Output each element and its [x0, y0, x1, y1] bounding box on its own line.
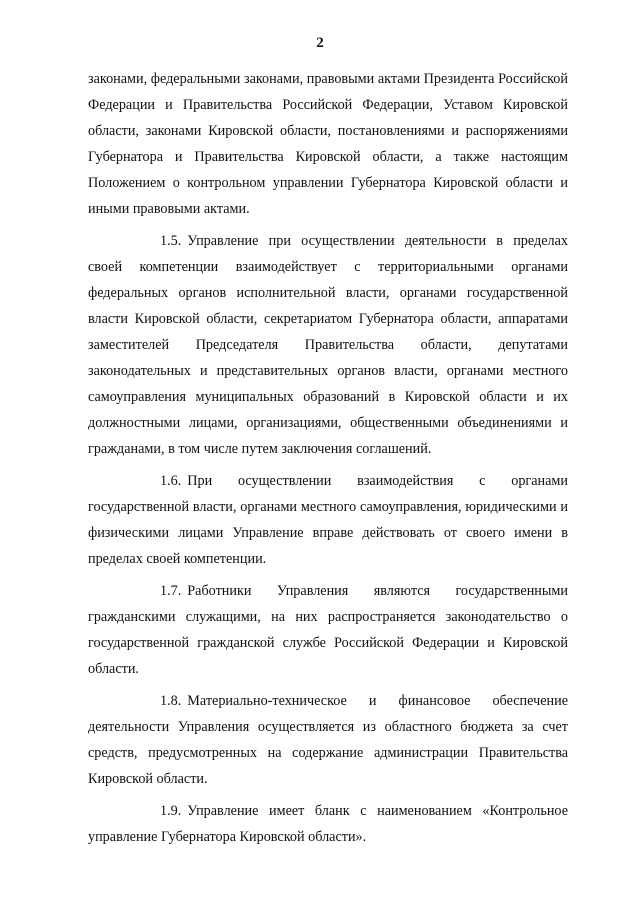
page-number: 2	[316, 35, 324, 51]
paragraph-number: 1.9.	[160, 803, 182, 819]
paragraph-1-9	[88, 798, 568, 850]
paragraph-text: Управление при осуществлении деятельности в пределах своей компетенции взаимодействует с территориальными органами федеральных органов исполнительной власти, органами государственной власти Кировской области, секретариатом Губернатора области, аппаратами заместителей Председателя Правительства области, депутатами законодательных и представительных органов власти, органами местного самоуправления муниципальных образований в Кировской области и их должностными лицами, организациями, общественными объединениями и гражданами, в том числе путем заключения соглашений.	[88, 233, 568, 457]
paragraph-number: 1.8.	[160, 693, 182, 709]
paragraph-continuation	[88, 66, 568, 222]
paragraph-text: Материально-техническое и финансовое обеспечение деятельности Управления осуществляется из областного бюджета за счет средств, предусмотренных на содержание администрации Правительства Кировской области.	[88, 693, 568, 787]
paragraph-number: 1.6.	[160, 473, 182, 489]
paragraph-1-6	[88, 468, 568, 572]
paragraph-1-8	[88, 688, 568, 792]
paragraph-text: Работники Управления являются государственными гражданскими служащими, на них распространяется законодательство о государственной гражданской службе Российской Федерации и Кировской области.	[88, 583, 568, 677]
paragraph-number: 1.7.	[160, 583, 182, 599]
paragraph-text: Управление имеет бланк с наименованием «Контрольное управление Губернатора Кировской области».	[88, 803, 568, 845]
paragraph-1-7	[88, 578, 568, 682]
paragraph-text: При осуществлении взаимодействия с органами государственной власти, органами местного самоуправления, юридическими и физическими лицами Управление вправе действовать от своего имени в пределах своей компетенции.	[88, 473, 568, 567]
paragraph-number: 1.5.	[160, 233, 182, 249]
document-body	[88, 66, 568, 850]
paragraph-1-5	[88, 228, 568, 462]
paragraph-text: законами, федеральными законами, правовыми актами Президента Российской Федерации и Правительства Российской Федерации, Уставом Кировской области, законами Кировской области, постановлениями и распоряжениями Губернатора и Правительства Кировской области, а также настоящим Положением о контрольном управлении Губернатора Кировской области и иными правовыми актами.	[88, 71, 568, 217]
